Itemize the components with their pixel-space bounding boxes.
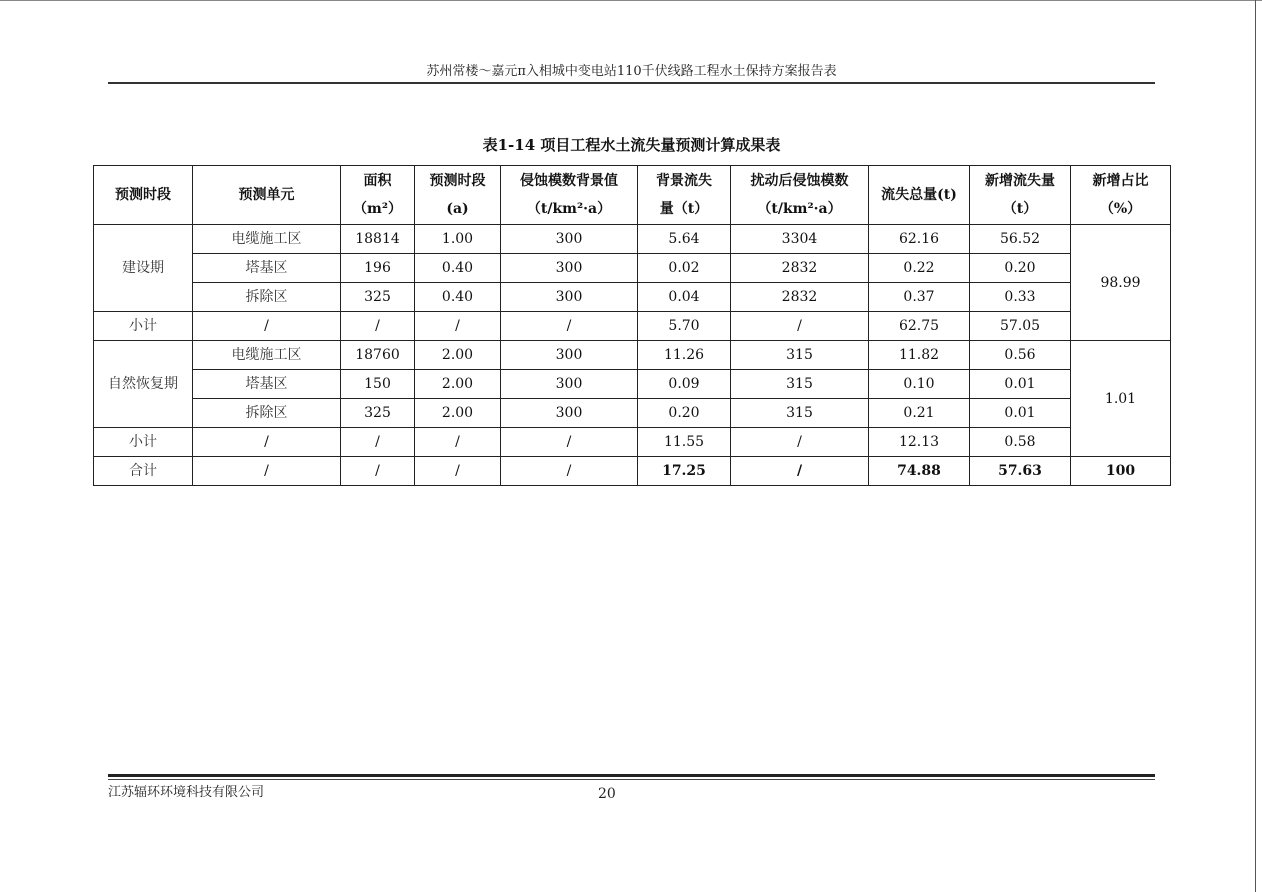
total-label: 合计 [94, 457, 193, 486]
area-cell: 18814 [341, 225, 415, 254]
total-loss-cell: 62.75 [869, 312, 970, 341]
bg-loss-cell: 0.04 [638, 283, 731, 312]
bg-modulus-cell: 300 [501, 370, 638, 399]
period-cell: / [415, 312, 501, 341]
bg-loss-cell: 0.09 [638, 370, 731, 399]
area-cell: / [341, 428, 415, 457]
period-cell: / [415, 428, 501, 457]
subtotal-label: 小计 [94, 428, 193, 457]
period-cell: 2.00 [415, 399, 501, 428]
table-row [94, 399, 1171, 428]
period-cell: 2.00 [415, 370, 501, 399]
unit-cell: 拆除区 [193, 283, 341, 312]
area-cell: / [341, 457, 415, 486]
post-modulus-cell: 315 [731, 370, 869, 399]
post-modulus-cell: / [731, 312, 869, 341]
unit-cell: 塔基区 [193, 370, 341, 399]
table-row [94, 341, 1171, 370]
new-loss-cell: 0.56 [970, 341, 1071, 370]
bg-loss-cell: 11.26 [638, 341, 731, 370]
new-loss-cell: 0.33 [970, 283, 1071, 312]
bg-modulus-cell: 300 [501, 283, 638, 312]
period-cell: 0.40 [415, 283, 501, 312]
footer-rule-thick [108, 774, 1155, 777]
post-modulus-cell: 3304 [731, 225, 869, 254]
unit-cell: / [193, 428, 341, 457]
bg-loss-cell: 0.02 [638, 254, 731, 283]
col-header-bg-loss: 背景流失 量（t） [638, 166, 731, 225]
area-cell: 150 [341, 370, 415, 399]
area-cell: 196 [341, 254, 415, 283]
post-modulus-cell: 315 [731, 399, 869, 428]
soil-loss-prediction-table [93, 165, 1171, 486]
bg-modulus-cell: 300 [501, 225, 638, 254]
table-row [94, 225, 1171, 254]
col-header-unit: 预测单元 [193, 166, 341, 225]
bg-modulus-cell: / [501, 457, 638, 486]
new-loss-cell: 0.01 [970, 370, 1071, 399]
phase-cell: 建设期 [94, 225, 193, 312]
share-cell: 100 [1071, 457, 1171, 486]
post-modulus-cell: 2832 [731, 283, 869, 312]
period-cell: 2.00 [415, 341, 501, 370]
share-cell: 98.99 [1071, 225, 1171, 341]
bg-loss-cell: 11.55 [638, 428, 731, 457]
col-header-bg-modulus: 侵蚀模数背景值 （t/km²·a） [501, 166, 638, 225]
page-top-edge [0, 0, 1262, 1]
post-modulus-cell: / [731, 428, 869, 457]
total-row [94, 457, 1171, 486]
new-loss-cell: 0.58 [970, 428, 1071, 457]
unit-cell: 电缆施工区 [193, 225, 341, 254]
area-cell: 325 [341, 283, 415, 312]
col-header-share: 新增占比 （%） [1071, 166, 1171, 225]
period-cell: 0.40 [415, 254, 501, 283]
unit-cell: / [193, 457, 341, 486]
bg-loss-cell: 5.70 [638, 312, 731, 341]
total-loss-cell: 0.10 [869, 370, 970, 399]
total-loss-cell: 0.37 [869, 283, 970, 312]
table-row [94, 283, 1171, 312]
unit-cell: / [193, 312, 341, 341]
unit-cell: 塔基区 [193, 254, 341, 283]
unit-cell: 电缆施工区 [193, 341, 341, 370]
col-header-area: 面积 （m²） [341, 166, 415, 225]
area-cell: 18760 [341, 341, 415, 370]
phase-cell: 自然恢复期 [94, 341, 193, 428]
share-cell: 1.01 [1071, 341, 1171, 457]
period-cell: 1.00 [415, 225, 501, 254]
bg-modulus-cell: 300 [501, 399, 638, 428]
bg-modulus-cell: 300 [501, 254, 638, 283]
table-title: 表1-14 项目工程水土流失量预测计算成果表 [482, 136, 781, 154]
area-cell: / [341, 312, 415, 341]
header-rule [108, 82, 1155, 84]
bg-modulus-cell: / [501, 312, 638, 341]
page-header-title: 苏州常楼～嘉元π入相城中变电站110千伏线路工程水土保持方案报告表 [426, 64, 837, 79]
bg-modulus-cell: / [501, 428, 638, 457]
col-header-period: 预测时段 (a) [415, 166, 501, 225]
total-loss-cell: 12.13 [869, 428, 970, 457]
col-header-post-modulus: 扰动后侵蚀模数 （t/km²·a） [731, 166, 869, 225]
col-header-total-loss: 流失总量(t) [869, 166, 970, 225]
new-loss-cell: 57.05 [970, 312, 1071, 341]
subtotal-row [94, 312, 1171, 341]
total-loss-cell: 0.22 [869, 254, 970, 283]
table-row [94, 370, 1171, 399]
new-loss-cell: 0.20 [970, 254, 1071, 283]
table-row [94, 254, 1171, 283]
bg-modulus-cell: 300 [501, 341, 638, 370]
bg-loss-cell: 0.20 [638, 399, 731, 428]
bg-loss-cell: 17.25 [638, 457, 731, 486]
total-loss-cell: 0.21 [869, 399, 970, 428]
area-cell: 325 [341, 399, 415, 428]
unit-cell: 拆除区 [193, 399, 341, 428]
subtotal-label: 小计 [94, 312, 193, 341]
post-modulus-cell: 2832 [731, 254, 869, 283]
subtotal-row [94, 428, 1171, 457]
page-number: 20 [598, 786, 616, 802]
total-loss-cell: 62.16 [869, 225, 970, 254]
col-header-new-loss: 新增流失量 （t） [970, 166, 1071, 225]
post-modulus-cell: / [731, 457, 869, 486]
new-loss-cell: 0.01 [970, 399, 1071, 428]
table-header-row [94, 166, 1171, 225]
total-loss-cell: 11.82 [869, 341, 970, 370]
bg-loss-cell: 5.64 [638, 225, 731, 254]
post-modulus-cell: 315 [731, 341, 869, 370]
period-cell: / [415, 457, 501, 486]
total-loss-cell: 74.88 [869, 457, 970, 486]
footer-company-name: 江苏辐环环境科技有限公司 [108, 785, 265, 800]
page-right-edge [1255, 0, 1256, 892]
footer-rule-thin [108, 779, 1155, 780]
new-loss-cell: 57.63 [970, 457, 1071, 486]
col-header-phase: 预测时段 [94, 166, 193, 225]
new-loss-cell: 56.52 [970, 225, 1071, 254]
